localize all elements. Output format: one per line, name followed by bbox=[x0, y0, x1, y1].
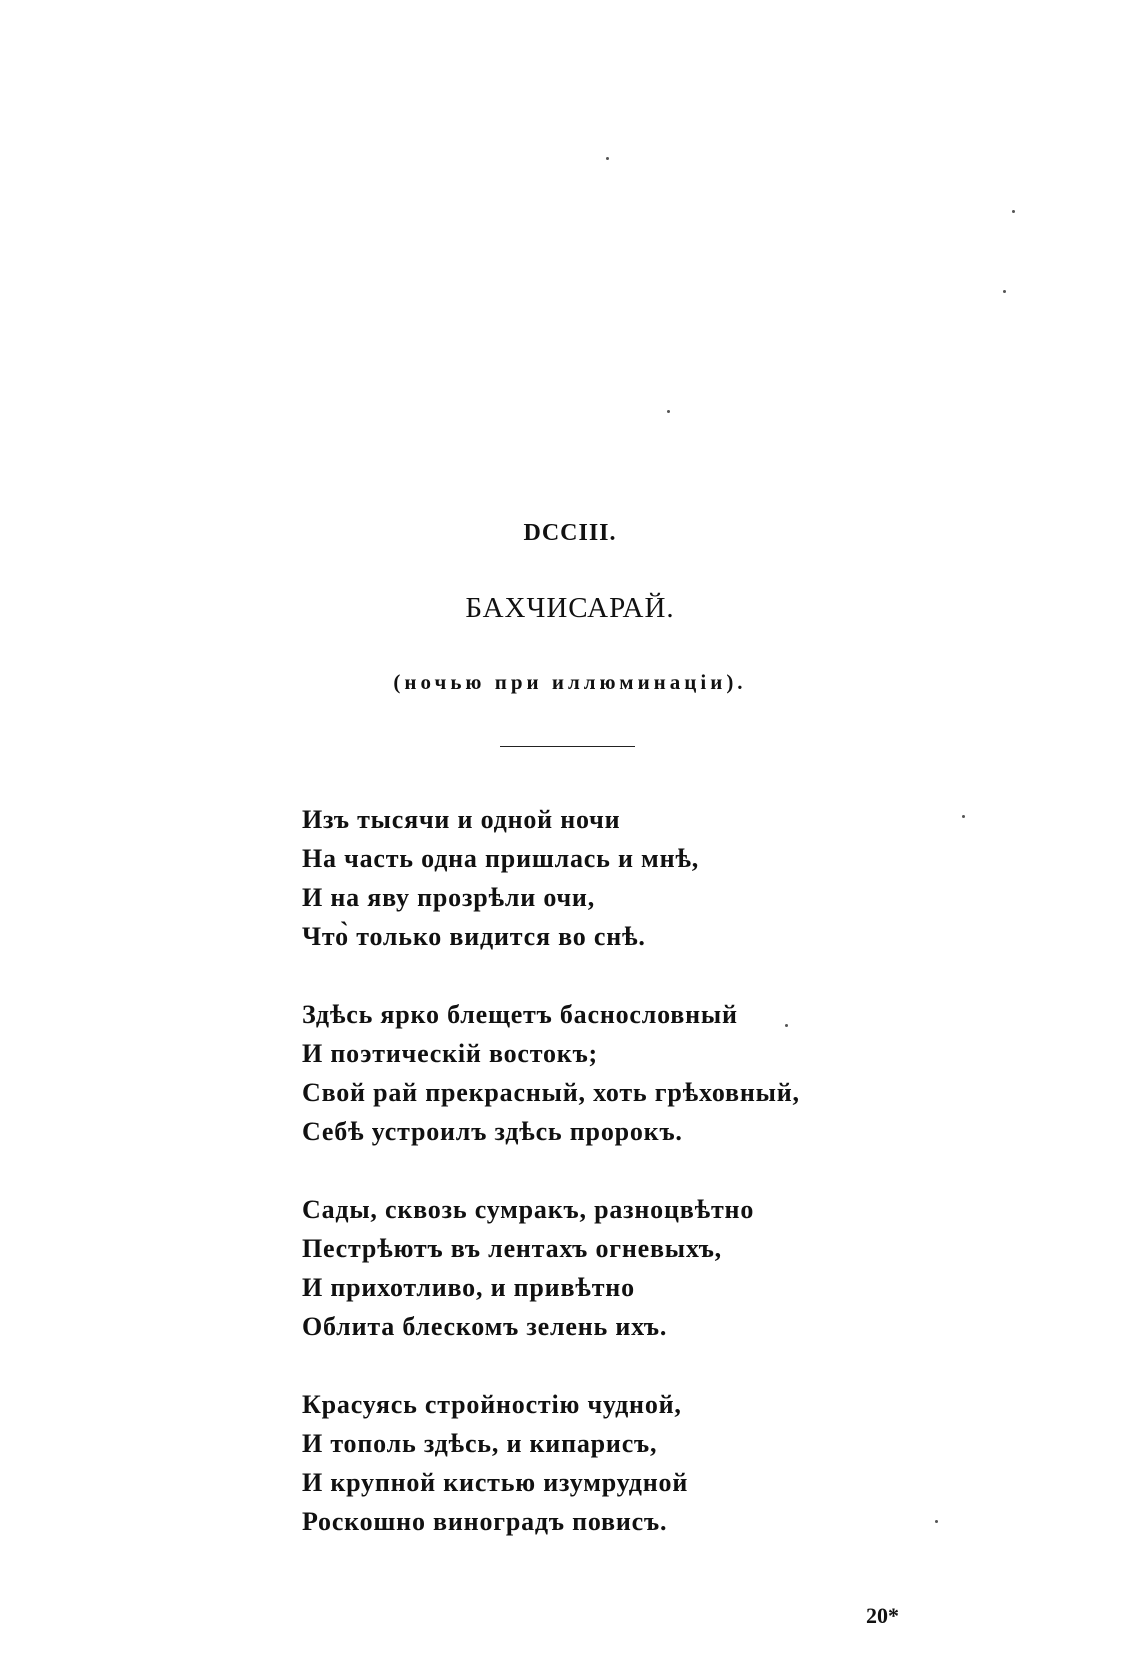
poem-line: Сады, сквозь сумракъ, разноцвѣтно bbox=[302, 1195, 755, 1224]
poem-line: И тополь здѣсь, и кипарисъ, bbox=[302, 1429, 658, 1458]
print-speck bbox=[1003, 290, 1006, 293]
poem-line: И поэтическій востокъ; bbox=[302, 1039, 598, 1068]
print-speck bbox=[606, 157, 609, 160]
print-speck bbox=[962, 815, 965, 818]
stanza-3 bbox=[302, 1190, 922, 1346]
poem-number: DCCIII. bbox=[523, 520, 617, 546]
stanza-1 bbox=[302, 800, 922, 956]
print-speck bbox=[667, 410, 670, 413]
print-speck bbox=[1012, 210, 1015, 213]
poem-line: Роскошно виноградъ повисъ. bbox=[302, 1507, 668, 1536]
stanza-4 bbox=[302, 1385, 922, 1541]
poem-line: Здѣсь ярко блещетъ баснословный bbox=[302, 1000, 738, 1029]
poem-line: И на яву прозрѣли очи, bbox=[302, 883, 596, 912]
poem-line: Себѣ устроилъ здѣсь пророкъ. bbox=[302, 1117, 683, 1146]
poem-line: Пестрѣютъ въ лентахъ огневыхъ, bbox=[302, 1234, 722, 1263]
poem-line: И крупной кистью изумрудной bbox=[302, 1468, 689, 1497]
poem-line: Облита блескомъ зелень ихъ. bbox=[302, 1312, 668, 1341]
poem-line: Что̀ только видится во снѣ. bbox=[302, 922, 646, 951]
poem-line: На часть одна пришлась и мнѣ, bbox=[302, 844, 700, 873]
poem-subtitle: (ночью при иллюминаціи). bbox=[393, 670, 747, 694]
poem-title: БАХЧИСАРАЙ. bbox=[465, 592, 675, 624]
print-speck bbox=[935, 1520, 938, 1523]
title-rule bbox=[500, 746, 635, 747]
poem-line: И прихотливо, и привѣтно bbox=[302, 1273, 635, 1302]
signature-mark: 20* bbox=[866, 1603, 899, 1628]
poem-line: Свой рай прекрасный, хоть грѣховный, bbox=[302, 1078, 800, 1107]
stanza-2 bbox=[302, 995, 922, 1151]
poem-line: Изъ тысячи и одной ночи bbox=[302, 805, 621, 834]
poem-line: Красуясь стройностію чудной, bbox=[302, 1390, 682, 1419]
poem-body bbox=[302, 800, 922, 1580]
